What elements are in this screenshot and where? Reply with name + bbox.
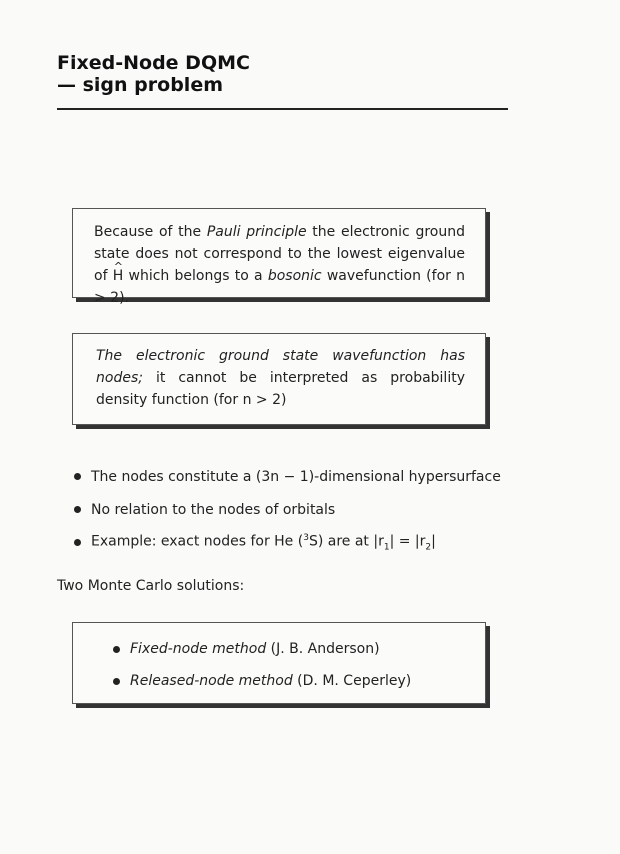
bullet-icon <box>74 539 81 546</box>
title-line-2: — sign problem <box>57 74 223 96</box>
pauli-principle-box <box>72 208 486 306</box>
box1-pauli-principle: Pauli principle <box>206 224 307 240</box>
released-node-author: (D. M. Ceperley) <box>292 673 412 689</box>
box1-text-2: the electronic ground state does not correspond to the lowest eigenvalue of <box>94 224 465 284</box>
nodes-statement: The electronic ground state wavefunction has nodes; <box>96 348 465 386</box>
nodes-box <box>72 333 486 425</box>
list-item <box>74 526 504 559</box>
bullet-icon <box>113 646 120 653</box>
list-item <box>113 665 465 697</box>
pauli-principle-text <box>94 221 465 309</box>
solutions-box <box>72 622 486 704</box>
title-line-1: Fixed-Node DQMC <box>57 52 250 74</box>
example-text-4: | <box>431 533 436 550</box>
box1-bosonic: bosonic <box>267 268 322 284</box>
box1-text-3: which belongs to a <box>123 268 268 284</box>
slide-title <box>57 52 250 96</box>
list-item <box>74 460 504 493</box>
bullet-text-hypersurface: The nodes constitute a (3n − 1)-dimensional hypersurface <box>91 468 501 485</box>
solution-fixed-node <box>130 638 380 660</box>
example-subscript-2: 2 <box>425 542 432 553</box>
example-text-3: | = |r <box>389 533 426 550</box>
bullet-icon <box>74 473 81 480</box>
bullet-text-orbitals: No relation to the nodes of orbitals <box>91 501 336 518</box>
fixed-node-method: Fixed-node method <box>130 641 267 657</box>
nodes-text <box>96 345 465 411</box>
box1-text-4: wavefunction (for n > 2). <box>94 268 465 306</box>
fixed-node-author: (J. B. Anderson) <box>266 641 380 657</box>
monte-carlo-heading: Two Monte Carlo solutions: <box>57 578 245 594</box>
nodes-consequence: it cannot be interpreted as probability density function (for n > 2) <box>96 370 465 408</box>
bullet-text-helium-example <box>91 533 436 552</box>
hamiltonian-symbol <box>113 265 124 287</box>
released-node-method: Released-node method <box>130 673 293 689</box>
hamiltonian-letter: H <box>112 268 124 284</box>
example-text-1: Example: exact nodes for He ( <box>91 533 304 550</box>
node-facts-list <box>74 460 504 559</box>
example-superscript: 3 <box>303 532 309 543</box>
list-item <box>113 633 465 665</box>
example-subscript-1: 1 <box>383 542 390 553</box>
list-item <box>74 493 504 526</box>
solution-released-node <box>130 670 411 692</box>
box1-text-1: Because of the <box>94 224 207 240</box>
example-text-2: S) are at |r <box>308 533 384 550</box>
title-divider <box>57 108 508 110</box>
bullet-icon <box>113 678 120 685</box>
bullet-icon <box>74 506 81 513</box>
